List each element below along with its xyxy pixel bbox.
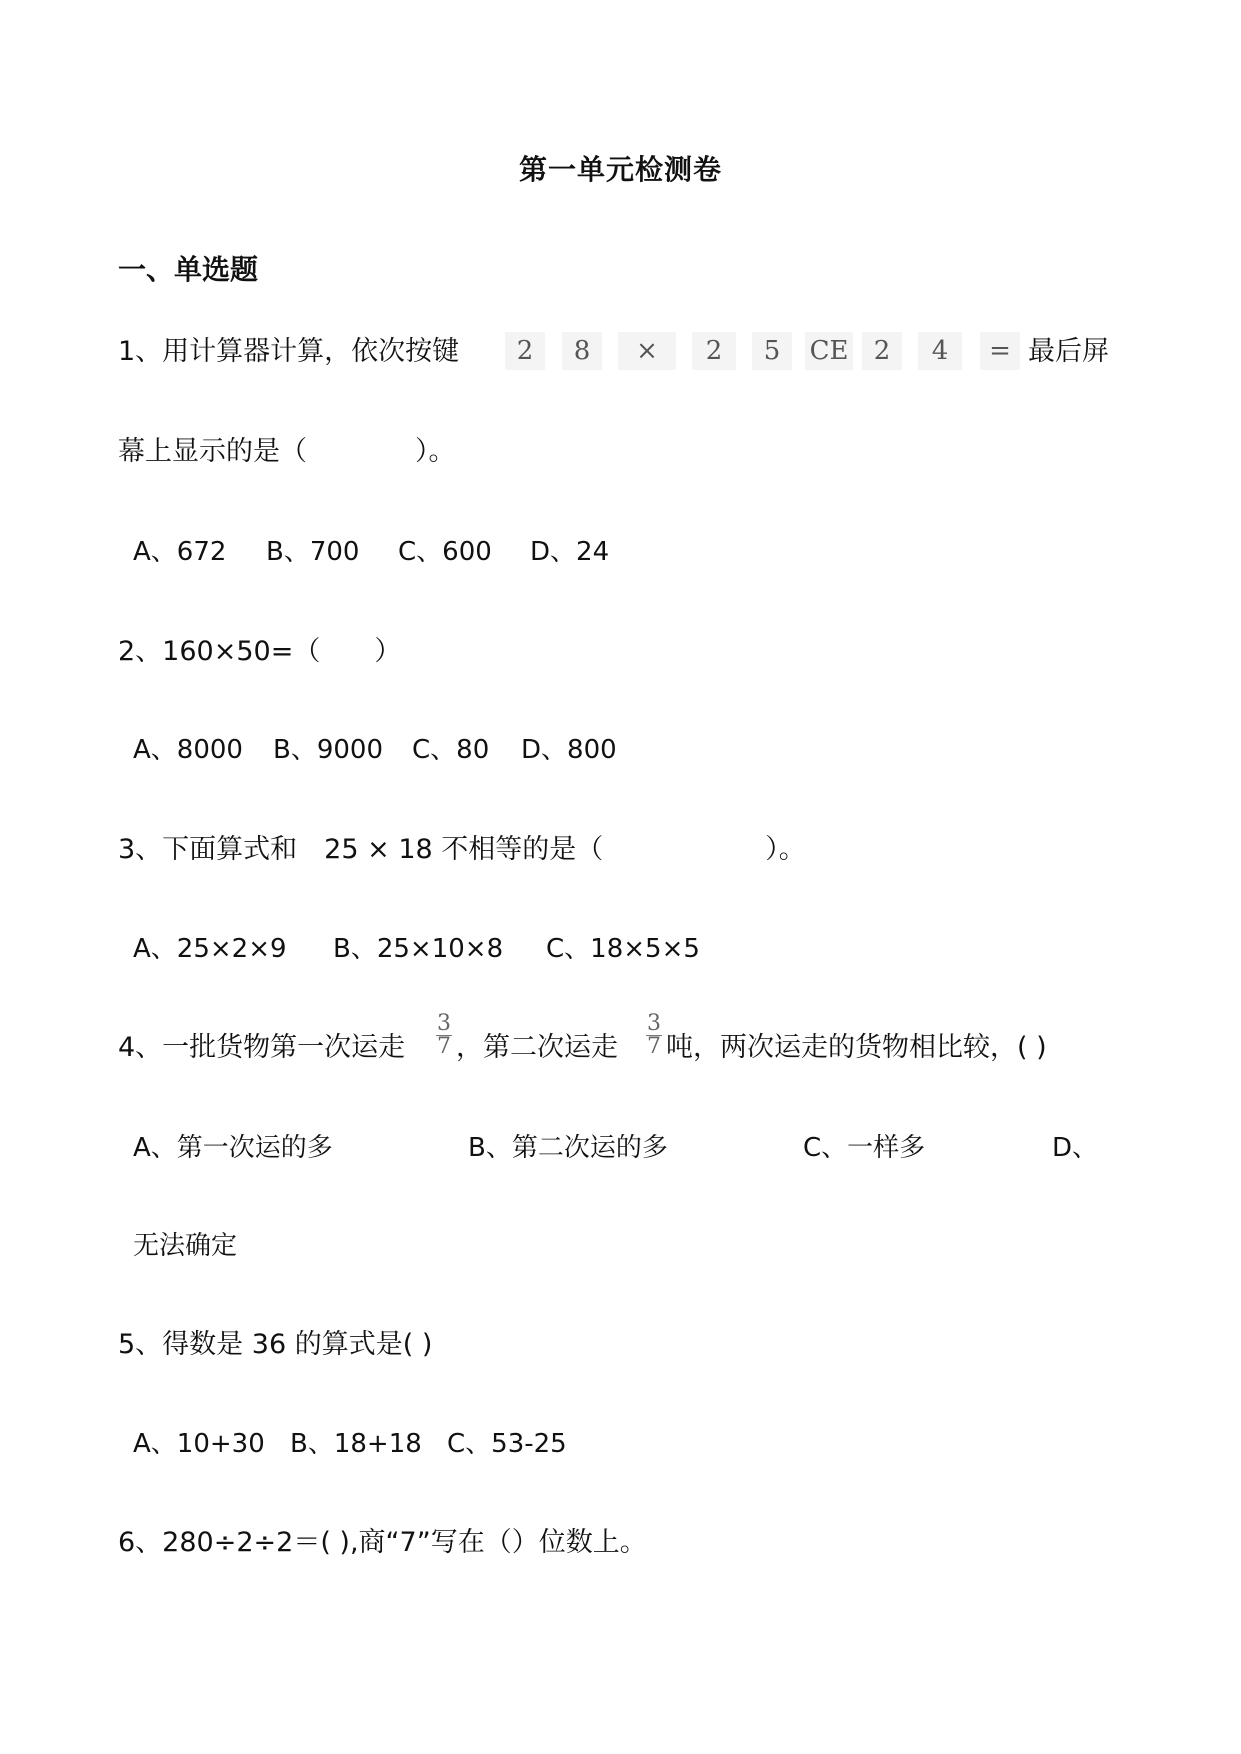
q4-option-a: A、第一次运的多 <box>133 1133 333 1163</box>
key-ce: CE <box>805 332 853 370</box>
q2-option-b: B、9000 <box>273 735 384 765</box>
key-4: 4 <box>918 332 962 370</box>
q3-text: 3、下面算式和 25 × 18 不相等的是（ ）。 <box>118 834 806 865</box>
key-multiply: × <box>618 332 676 370</box>
q1-suffix: 最后屏 <box>1028 336 1109 367</box>
q4-fraction-1 <box>434 1011 454 1059</box>
q4-option-b: B、第二次运的多 <box>468 1133 668 1163</box>
fraction-numerator: 3 <box>437 1011 451 1036</box>
page-title: 第一单元检测卷 <box>518 153 722 186</box>
q6-text: 6、280÷2÷2＝( ),商“7”写在（）位数上。 <box>118 1527 647 1558</box>
q2-option-c: C、80 <box>412 735 490 765</box>
q3-option-c: C、18×5×5 <box>546 934 700 964</box>
q2-text: 2、160×50=（ ） <box>118 636 402 667</box>
key-2: 2 <box>692 332 736 370</box>
key-2: 2 <box>862 332 902 370</box>
q4-option-c: C、一样多 <box>803 1133 926 1163</box>
q5-option-b: B、18+18 <box>290 1429 422 1459</box>
q1-option-c: C、600 <box>398 537 492 567</box>
fraction-numerator: 3 <box>647 1011 661 1036</box>
q1-option-d: D、24 <box>530 537 610 567</box>
q5-option-c: C、53-25 <box>447 1429 567 1459</box>
q4-part2: ，第二次运走 <box>456 1032 618 1063</box>
q4-option-d: D、 <box>1052 1133 1099 1163</box>
q1-prefix: 1、用计算器计算，依次按键 <box>118 336 460 367</box>
fraction-denominator: 7 <box>647 1034 661 1059</box>
q1-line2: 幕上显示的是（ ）。 <box>118 436 456 467</box>
q4-fraction-2 <box>644 1011 664 1059</box>
q3-option-a: A、25×2×9 <box>133 934 287 964</box>
q1-option-a: A、672 <box>133 537 227 567</box>
section-heading: 一、单选题 <box>118 253 259 286</box>
q4-part3: 吨，两次运走的货物相比较，( ) <box>666 1032 1047 1063</box>
fraction-denominator: 7 <box>437 1034 451 1059</box>
key-5: 5 <box>752 332 792 370</box>
q5-text: 5、得数是 36 的算式是( ) <box>118 1329 433 1360</box>
key-2: 2 <box>505 332 545 370</box>
q2-option-a: A、8000 <box>133 735 243 765</box>
q5-option-a: A、10+30 <box>133 1429 265 1459</box>
key-equals: = <box>980 332 1020 370</box>
q4-part1: 4、一批货物第一次运走 <box>118 1032 406 1063</box>
q4-option-d-continued: 无法确定 <box>133 1231 238 1261</box>
q3-option-b: B、25×10×8 <box>333 934 504 964</box>
q2-option-d: D、800 <box>521 735 617 765</box>
key-8: 8 <box>562 332 602 370</box>
q1-option-b: B、700 <box>266 537 360 567</box>
